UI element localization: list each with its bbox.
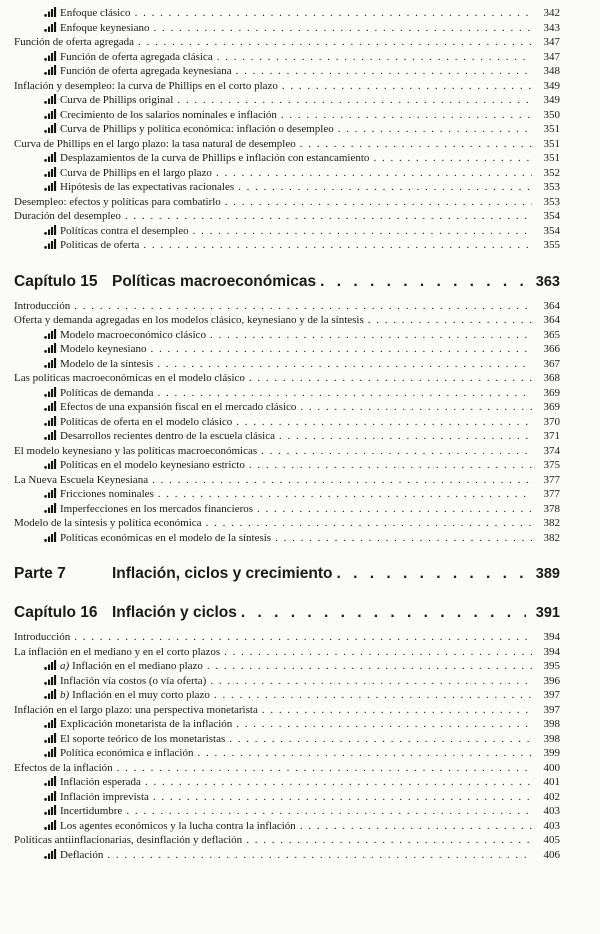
entry-label-wrap [60,50,213,65]
entry-label: Función de oferta agregada [14,36,135,48]
entry-label: Función de oferta agregada keynesiana [60,65,232,77]
toc-entry-section [8,195,560,210]
chapter-title: Políticas macroeconómicas [112,272,317,290]
entry-label: Curva de Phillips en el largo plazo [60,166,212,179]
dot-leader [107,848,532,863]
dot-leader [257,502,532,517]
dot-leader [117,761,532,776]
toc-entry-sub [8,688,560,703]
entry-label-wrap [60,328,206,343]
bar-chart-icon [44,733,60,748]
entry-label-wrap [60,386,153,401]
toc-entry-sub [8,108,560,123]
entry-label: Oferta y demanda agregadas en los modelos clásico, keynesiano y de la síntesis [14,314,364,326]
entry-label: Desarrollos recientes dentro de la escuela clásica [60,430,276,442]
toc-entry-section [8,209,560,224]
entry-label-wrap [60,659,203,674]
chapter-number: Capítulo 16 [14,604,98,621]
toc-entry-sub [8,458,560,473]
toc-entry-section [8,645,560,660]
bar-chart-icon [44,689,60,704]
toc-entry-section [8,371,560,386]
entry-label: Fricciones nominales [60,488,154,500]
toc-entry-sub [8,166,560,181]
entry-label: Inflación vía costos (o vía oferta) [60,674,207,687]
entry-label: Incertidumbre [60,805,123,817]
entry-page-number: 396 [543,674,560,687]
dot-leader [210,328,532,343]
entry-label-wrap [60,122,334,137]
bar-chart-icon [44,7,60,22]
entry-label: Los agentes económicos y la lucha contra la inflación [60,819,296,832]
entry-label: Curva de Phillips original [60,94,174,106]
bar-chart-icon [44,820,60,835]
dot-leader [158,487,532,502]
entry-page-number: 342 [543,7,560,19]
dot-leader [135,6,532,21]
entry-label: Modelo macroeconómico clásico [60,328,207,341]
entry-page-number: 375 [543,459,560,471]
part-title: Inflación, ciclos y crecimiento [112,565,333,582]
dot-leader [300,400,532,415]
dot-leader [368,313,532,328]
entry-label-wrap [60,21,150,36]
entry-page-number: 395 [543,660,560,672]
entry-label-wrap [60,746,193,761]
entry-page-number: 400 [543,761,560,774]
toc-entry-sub [8,180,560,195]
dot-leader [229,732,532,747]
bar-chart-icon [44,51,60,66]
toc-entry-sub [8,64,560,79]
dot-leader [125,209,532,224]
toc-entry-sub [8,804,560,819]
entry-label-wrap [60,775,141,790]
part-page-number: 389 [535,566,560,582]
entry-page-number: 351 [543,123,560,135]
entry-label: Enfoque keynesiano [60,21,150,34]
toc-entry-sub [8,93,560,108]
bar-chart-icon [44,747,60,762]
entry-label-wrap [60,6,131,21]
toc-chapter-heading [8,603,560,623]
entry-label: Función de oferta agregada clásica [60,50,213,63]
part-number: Parte 7 [14,565,66,582]
entry-label: Inflación en el mediano plazo [72,660,203,672]
toc-entry-sub [8,531,560,546]
dot-leader [126,804,532,819]
entry-page-number: 367 [543,357,560,370]
toc-entry-section [8,833,560,848]
bar-chart-icon [44,776,60,791]
entry-page-number: 398 [543,718,560,730]
chapter-page-number: 391 [535,605,560,621]
dot-leader [261,444,532,459]
toc-entry-sub [8,487,560,502]
entry-label: Políticas de oferta en el modelo clásico [60,415,233,428]
dot-leader [177,93,532,108]
dot-leader [210,674,532,689]
toc-entry-section [8,703,560,718]
entry-label-wrap [60,531,271,546]
bar-chart-icon [44,488,60,503]
entry-label-wrap [60,93,173,108]
dot-leader [145,775,532,790]
dot-leader [214,688,532,703]
entry-label: Deflación [60,848,104,861]
dot-leader [150,342,532,357]
entry-label-wrap [60,415,232,430]
entry-label-wrap [60,688,210,703]
bar-chart-icon [44,387,60,402]
dot-leader [275,531,532,546]
entry-label: Inflación en el largo plazo: una perspectiva monetarista [14,703,258,716]
entry-label: Duración del desempleo [14,210,121,222]
toc-entry-section [8,313,560,328]
bar-chart-icon [44,718,60,733]
entry-label: Introducción [14,299,71,312]
entry-label: El soporte teórico de los monetaristas [60,732,226,745]
dot-leader [281,108,532,123]
entry-label: El modelo keynesiano y las políticas macroeconómicas [14,444,258,457]
toc-entry-sub [8,122,560,137]
entry-page-number: 369 [543,401,560,413]
dot-leader [373,151,532,166]
dot-leader [217,50,532,65]
dot-leader [74,299,532,314]
entry-page-number: 355 [543,239,560,251]
dot-leader [153,790,532,805]
entry-label-wrap [60,166,212,181]
toc-entry-sub [8,819,560,834]
entry-page-number: 382 [543,531,560,544]
entry-label-wrap [60,108,277,123]
bar-chart-icon [44,167,60,182]
entry-label-wrap [60,790,149,805]
bar-chart-icon [44,123,60,138]
dot-leader [207,659,532,674]
dot-leader [337,564,526,583]
bar-chart-icon [44,805,60,820]
bar-chart-icon [44,94,60,109]
entry-page-number: 343 [543,21,560,34]
bar-chart-icon [44,503,60,518]
entry-label-wrap [60,848,103,863]
toc-entry-sub [8,328,560,343]
entry-label-wrap [60,238,139,253]
entry-page-number: 378 [543,502,560,515]
entry-label-wrap [60,674,206,689]
bar-chart-icon [44,416,60,431]
bar-chart-icon [44,109,60,124]
entry-label-wrap [60,180,234,195]
entry-page-number: 397 [543,703,560,716]
entry-page-number: 353 [543,181,560,193]
dot-leader [225,195,532,210]
toc-entry-section [8,473,560,488]
toc-entry-section [8,444,560,459]
dot-leader [246,833,532,848]
entry-page-number: 394 [543,645,560,658]
entry-page-number: 371 [543,430,560,442]
bar-chart-icon [44,329,60,344]
entry-page-number: 374 [543,444,560,457]
toc-list [8,6,560,862]
chapter-page-number: 363 [535,273,560,290]
toc-entry-sub [8,224,560,239]
entry-label: Políticas en el modelo keynesiano estricto [60,459,245,471]
dot-leader [206,516,532,531]
entry-label-wrap [60,400,296,415]
entry-label: Efectos de la inflación [14,761,113,774]
dot-leader [338,122,532,137]
entry-page-number: 349 [543,79,560,92]
toc-entry-sub [8,342,560,357]
entry-page-number: 352 [543,166,560,179]
entry-prefix: b) [60,689,70,701]
entry-label-wrap [60,151,369,166]
entry-label-wrap [60,64,232,79]
bar-chart-icon [44,65,60,80]
entry-label-wrap [60,804,122,819]
entry-label: Inflación en el muy corto plazo [72,689,210,701]
bar-chart-icon [44,660,60,675]
entry-label: Las políticas macroeconómicas en el modelo clásico [14,372,245,384]
bar-chart-icon [44,239,60,254]
entry-page-number: 377 [543,488,560,500]
entry-label: La Nueva Escuela Keynesiana [14,473,149,486]
dot-leader [249,458,532,473]
dot-leader [320,272,526,291]
dot-leader [224,645,532,660]
bar-chart-icon [44,181,60,196]
toc-entry-section [8,630,560,645]
entry-page-number: 348 [543,65,560,77]
entry-page-number: 354 [543,224,560,237]
dot-leader [279,429,532,444]
dot-leader [262,703,532,718]
entry-page-number: 377 [543,473,560,486]
entry-label: Explicación monetarista de la inflación [60,718,233,730]
entry-page-number: 347 [543,50,560,63]
dot-leader [157,386,532,401]
toc-entry-sub [8,400,560,415]
bar-chart-icon [44,675,60,690]
dot-leader [154,21,533,36]
bar-chart-icon [44,225,60,240]
entry-page-number: 369 [543,386,560,399]
entry-label-wrap [60,487,154,502]
entry-label-wrap [60,502,253,517]
toc-entry-section [8,761,560,776]
dot-leader [197,746,532,761]
toc-entry-sub [8,775,560,790]
entry-page-number: 403 [543,805,560,817]
bar-chart-icon [44,152,60,167]
entry-page-number: 402 [543,790,560,803]
entry-label-wrap [60,458,245,473]
toc-entry-sub [8,746,560,761]
entry-label: Política económica e inflación [60,747,194,759]
dot-leader [138,35,532,50]
toc-entry-sub [8,717,560,732]
entry-label-wrap [60,224,189,239]
toc-entry-section [8,79,560,94]
bar-chart-icon [44,791,60,806]
entry-label: Enfoque clásico [60,7,131,19]
entry-page-number: 365 [543,328,560,341]
entry-label: Políticas de oferta [60,239,140,251]
toc-entry-section [8,35,560,50]
entry-label-wrap [60,357,153,372]
entry-page-number: 398 [543,732,560,745]
toc-entry-sub [8,848,560,863]
toc-entry-section [8,516,560,531]
entry-label: Inflación esperada [60,776,141,788]
entry-page-number: 382 [543,517,560,529]
entry-label-wrap [60,342,146,357]
toc-part-heading [8,564,560,584]
entry-label: Políticas antiinflacionarias, desinflación y deflación [14,834,243,846]
toc-entry-sub [8,50,560,65]
toc-entry-section [8,299,560,314]
dot-leader [74,630,532,645]
entry-page-number: 364 [543,314,560,326]
entry-label: Modelo keynesiano [60,343,147,355]
entry-label: Hipótesis de las expectativas racionales [60,181,235,193]
dot-leader [282,79,532,94]
dot-leader [216,166,532,181]
entry-label: Curva de Phillips y política económica: inflación o desempleo [60,123,334,135]
entry-label: Modelo de la síntesis y política económica [14,517,202,529]
bar-chart-icon [44,343,60,358]
entry-label: Crecimiento de los salarios nominales e inflación [60,108,277,121]
toc-entry-sub [8,21,560,36]
entry-label: Políticas de demanda [60,386,154,399]
entry-page-number: 368 [543,372,560,384]
dot-leader [241,603,526,622]
chapter-title: Inflación y ciclos [112,604,237,621]
toc-entry-section [8,137,560,152]
entry-page-number: 399 [543,747,560,759]
entry-label: La inflación en el mediano y en el corto plazos [14,645,221,658]
dot-leader [236,717,532,732]
toc-entry-sub [8,6,560,21]
entry-label: Políticas contra el desempleo [60,224,189,237]
entry-label: Imperfecciones en los mercados financieros [60,502,254,515]
entry-label: Curva de Phillips en el largo plazo: la tasa natural de desempleo [14,137,296,150]
dot-leader [300,137,532,152]
bar-chart-icon [44,358,60,373]
entry-page-number: 403 [543,819,560,832]
entry-page-number: 350 [543,108,560,121]
entry-page-number: 394 [543,631,560,643]
entry-page-number: 370 [543,415,560,428]
entry-label-wrap [60,819,296,834]
entry-label: Introducción [14,631,71,643]
dot-leader [249,371,532,386]
dot-leader [236,64,532,79]
chapter-number: Capítulo 15 [14,272,98,290]
toc-entry-sub [8,790,560,805]
entry-label: Modelo de la síntesis [60,357,154,370]
entry-page-number: 401 [543,776,560,788]
entry-label: Políticas económicas en el modelo de la síntesis [60,531,272,544]
toc-entry-sub [8,502,560,517]
entry-page-number: 349 [543,94,560,106]
toc-entry-sub [8,151,560,166]
bar-chart-icon [44,849,60,864]
toc-entry-sub [8,386,560,401]
bar-chart-icon [44,430,60,445]
toc-entry-sub [8,659,560,674]
entry-label-wrap [60,429,275,444]
entry-label: Desempleo: efectos y políticas para combatirlo [14,195,221,208]
entry-page-number: 366 [543,343,560,355]
entry-page-number: 397 [543,689,560,701]
entry-page-number: 351 [543,152,560,164]
bar-chart-icon [44,401,60,416]
bar-chart-icon [44,459,60,474]
dot-leader [238,180,532,195]
toc-entry-sub [8,429,560,444]
entry-prefix: a) [60,660,70,672]
entry-page-number: 354 [543,210,560,222]
entry-page-number: 353 [543,195,560,208]
entry-page-number: 364 [543,299,560,312]
dot-leader [300,819,532,834]
toc-entry-sub [8,674,560,689]
bar-chart-icon [44,22,60,37]
toc-chapter-heading [8,272,560,292]
bar-chart-icon [44,532,60,547]
dot-leader [152,473,532,488]
entry-page-number: 405 [543,834,560,846]
toc-entry-sub [8,732,560,747]
entry-label: Efectos de una expansión fiscal en el mercado clásico [60,401,297,413]
entry-label: Inflación imprevista [60,790,149,803]
dot-leader [236,415,532,430]
entry-label-wrap [60,732,225,747]
toc-entry-sub [8,415,560,430]
entry-page-number: 351 [543,137,560,150]
entry-page-number: 347 [543,36,560,48]
toc-entry-sub [8,357,560,372]
entry-label-wrap [60,717,232,732]
dot-leader [143,238,532,253]
dot-leader [157,357,532,372]
entry-page-number: 406 [543,848,560,861]
entry-label: Desplazamientos de la curva de Phillips e inflación con estancamiento [60,152,370,164]
dot-leader [193,224,532,239]
entry-label: Inflación y desempleo: la curva de Phillips en el corto plazo [14,79,278,92]
toc-entry-sub [8,238,560,253]
